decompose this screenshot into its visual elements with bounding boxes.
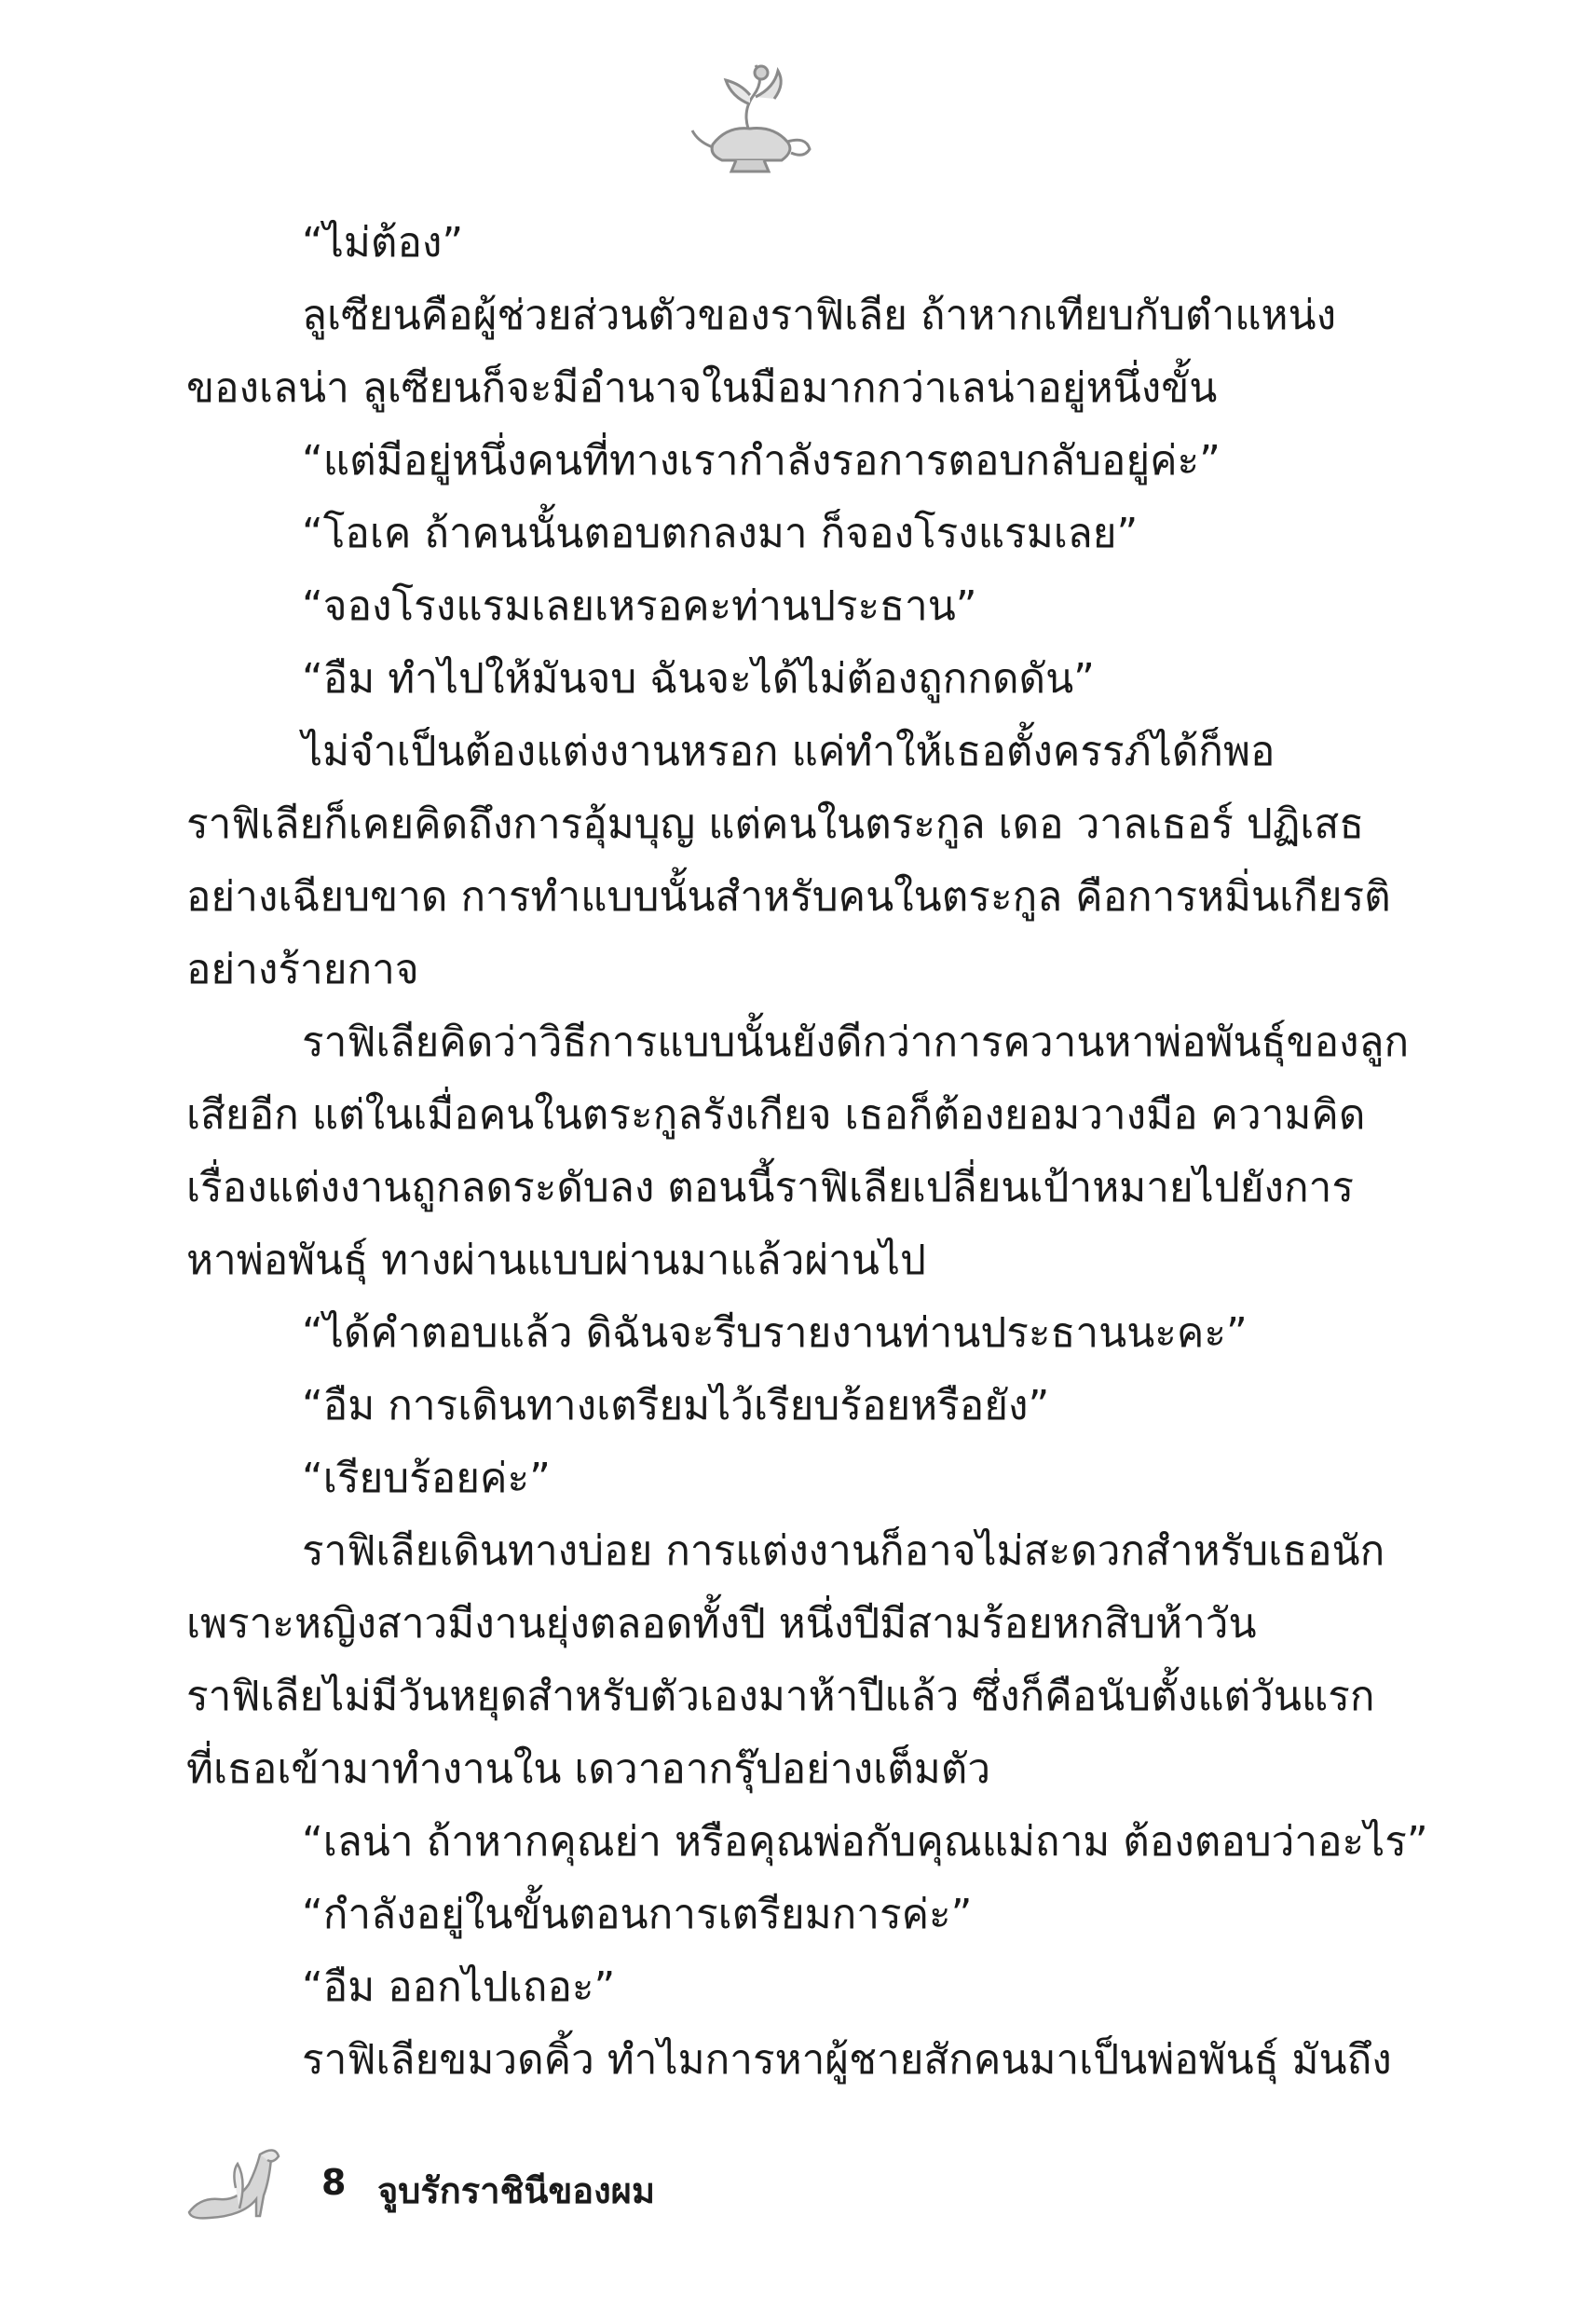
text-line: ของเลน่า ลูเซียนก็จะมีอำนาจในมือมากกว่าเลน่าอยู่หนึ่งขั้น (186, 364, 1218, 412)
text-line: “ได้คำตอบแล้ว ดิฉันจะรีบรายงานท่านประธานนะคะ” (302, 1309, 1248, 1357)
text-line: “ไม่ต้อง” (302, 219, 464, 267)
text-line: เรื่องแต่งงานถูกลดระดับลง ตอนนี้ราฟิเลียเปลี่ยนเป้าหมายไปยังการ (186, 1164, 1354, 1211)
text-line: ลูเซียนคือผู้ช่วยส่วนตัวของราฟิเลีย ถ้าหากเทียบกับตำแหน่ง (302, 292, 1337, 339)
text-line: ราฟิเลียไม่มีวันหยุดสำหรับตัวเองมาห้าปีแล้ว ซึ่งก็คือนับตั้งแต่วันแรก (186, 1673, 1375, 1720)
text-line: ราฟิเลียก็เคยคิดถึงการอุ้มบุญ แต่คนในตระกูล เดอ วาลเธอร์ ปฏิเสธ (186, 800, 1365, 848)
text-line: อย่างร้ายกาจ (186, 946, 419, 993)
text-line: เพราะหญิงสาวมีงานยุ่งตลอดทั้งปี หนึ่งปีมีสามร้อยหกสิบห้าวัน (186, 1600, 1257, 1648)
text-line: “แต่มีอยู่หนึ่งคนที่ทางเรากำลังรอการตอบกลับอยู่ค่ะ” (302, 437, 1221, 485)
text-line: “โอเค ถ้าคนนั้นตอบตกลงมา ก็จองโรงแรมเลย” (302, 510, 1139, 557)
text-line: ไม่จำเป็นต้องแต่งงานหรอก แค่ทำให้เธอตั้งครรภ์ได้ก็พอ (302, 728, 1275, 775)
text-line: หาพ่อพันธุ์ ทางผ่านแบบผ่านมาแล้วผ่านไป (186, 1237, 926, 1284)
page-number: 8 (321, 2162, 347, 2203)
text-line: “อืม การเดินทางเตรียมไว้เรียบร้อยหรือยัง” (302, 1382, 1050, 1429)
text-line: “กำลังอยู่ในขั้นตอนการเตรียมการค่ะ” (302, 1891, 973, 1938)
text-line: ที่เธอเข้ามาทำงานใน เดวาอากรุ๊ปอย่างเต็มตัว (186, 1745, 991, 1793)
body-text (186, 207, 1428, 2097)
text-line: “อืม ออกไปเถอะ” (302, 1963, 616, 2011)
text-line: “เรียบร้อยค่ะ” (302, 1455, 551, 1502)
text-line: เสียอีก แต่ในเมื่อคนในตระกูลรังเกียจ เธอก็ต้องยอมวางมือ ความคิด (186, 1091, 1366, 1139)
text-line: “อืม ทำไปให้มันจบ ฉันจะได้ไม่ต้องถูกกดดัน” (302, 655, 1095, 703)
genie-lamp-ornament-icon (685, 56, 815, 177)
high-heel-shoe-icon (182, 2143, 284, 2227)
text-line: อย่างเฉียบขาด การทำแบบนั้นสำหรับคนในตระกูล คือการหมิ่นเกียรติ (186, 873, 1391, 921)
text-line: ราฟิเลียเดินทางบ่อย การแต่งงานก็อาจไม่สะดวกสำหรับเธอนัก (302, 1527, 1385, 1575)
text-line: ราฟิเลียคิดว่าวิธีการแบบนั้นยังดีกว่าการควานหาพ่อพันธุ์ของลูก (302, 1019, 1410, 1066)
book-title: จูบรักราชินีของผม (377, 2170, 655, 2211)
text-line: “เลน่า ถ้าหากคุณย่า หรือคุณพ่อกับคุณแม่ถาม ต้องตอบว่าอะไร” (302, 1818, 1428, 1866)
page-footer (182, 2143, 834, 2227)
text-line: ราฟิเลียขมวดคิ้ว ทำไมการหาผู้ชายสักคนมาเป็นพ่อพันธุ์ มันถึง (302, 2036, 1392, 2084)
text-line: “จองโรงแรมเลยเหรอคะท่านประธาน” (302, 582, 977, 630)
